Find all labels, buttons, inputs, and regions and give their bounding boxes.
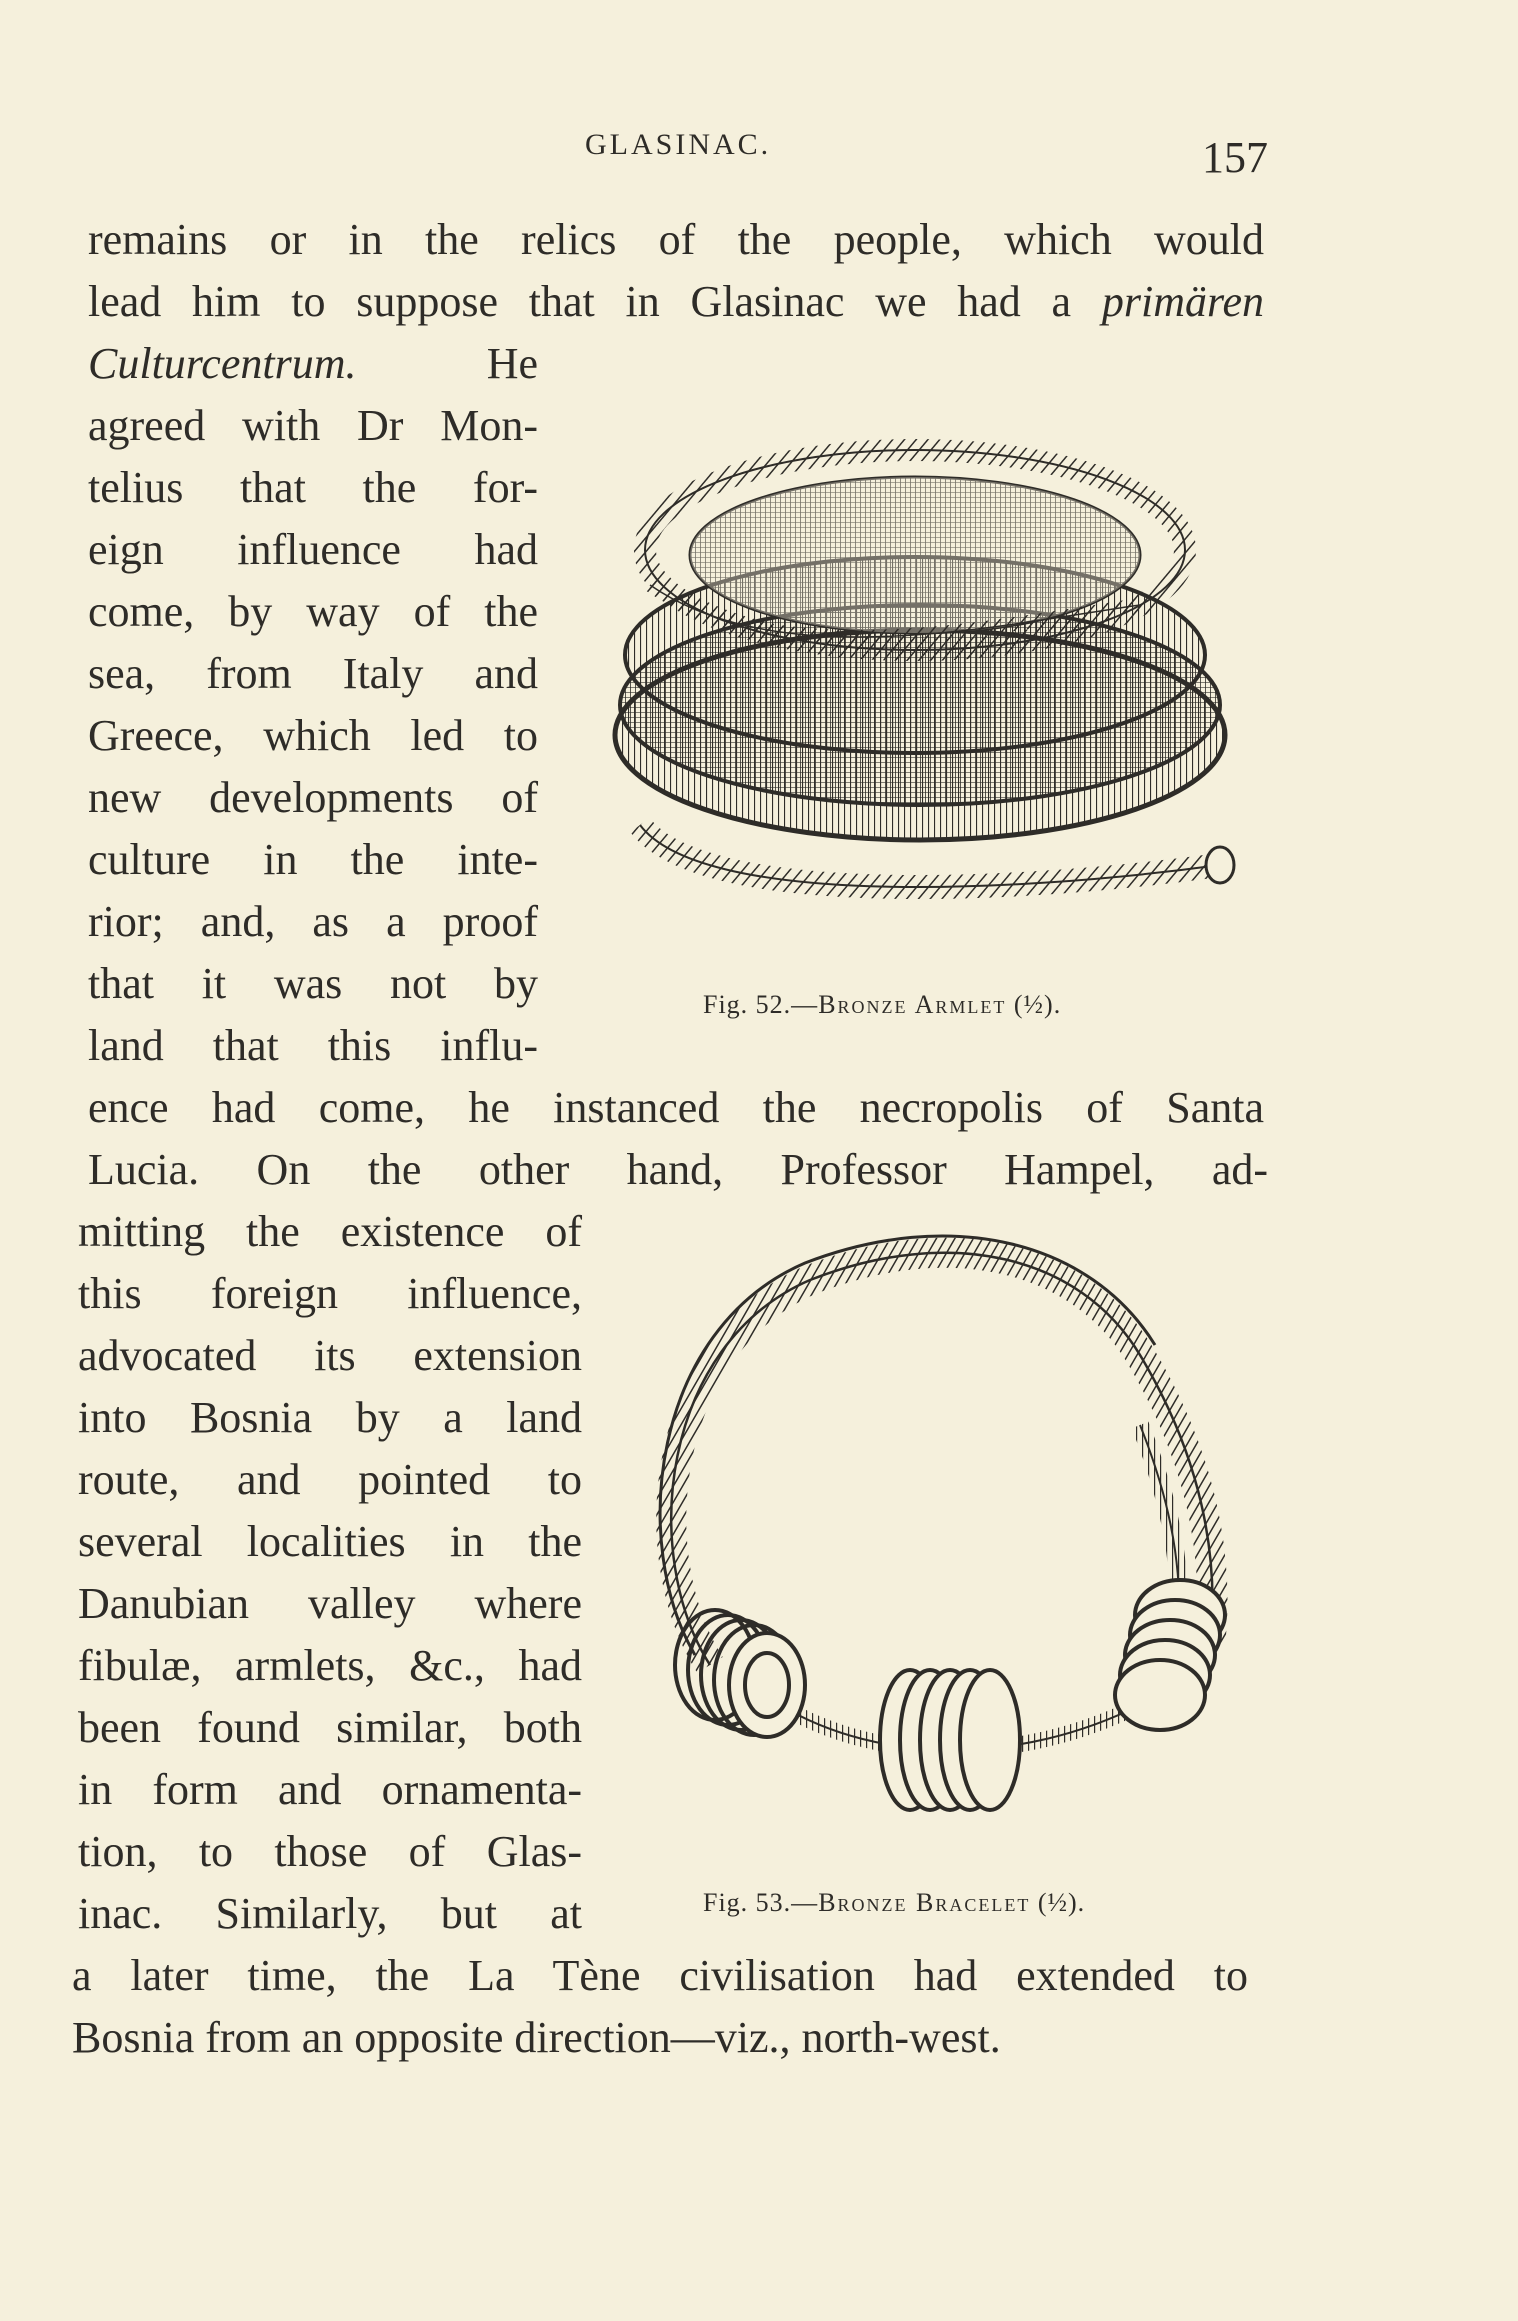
- body-line: been found similar, both: [78, 1703, 582, 1752]
- body-line: this foreign influence,: [78, 1269, 582, 1318]
- body-line: culture in the inte-: [88, 835, 538, 884]
- body-line: Bosnia from an opposite direction—viz., north-west.: [72, 2013, 1001, 2062]
- body-line: a later time, the La Tène civilisation had extended to: [72, 1951, 1248, 2000]
- body-line: several localities in the: [78, 1517, 582, 1566]
- body-line: Greece, which led to: [88, 711, 538, 760]
- body-line: ence had come, he instanced the necropolis of Santa: [88, 1083, 1264, 1132]
- bronze-armlet-illustration: [580, 405, 1260, 965]
- bronze-bracelet-illustration: [620, 1225, 1240, 1875]
- middle-coil: [880, 1670, 1020, 1810]
- body-line: rior; and, as a proof: [88, 897, 538, 946]
- body-line: fibulæ, armlets, &c., had: [78, 1641, 582, 1690]
- right-coil: [1115, 1580, 1225, 1730]
- body-line: Danubian valley where: [78, 1579, 582, 1628]
- body-line: eign influence had: [88, 525, 538, 574]
- body-line: come, by way of the: [88, 587, 538, 636]
- italic-word: primären: [1101, 277, 1265, 326]
- running-title: GLASINAC.: [585, 128, 772, 161]
- body-line: Culturcentrum. He: [88, 339, 538, 388]
- body-line: tion, to those of Glas-: [78, 1827, 582, 1876]
- body-line: lead him to suppose that in Glasinac we had a primären: [88, 277, 1265, 326]
- page-number: 157: [1202, 133, 1268, 182]
- body-line: route, and pointed to: [78, 1455, 582, 1504]
- body-line: land that this influ-: [88, 1021, 538, 1070]
- body-line: agreed with Dr Mon-: [88, 401, 538, 450]
- figure-53-caption: Fig. 53.—Bronze Bracelet (½).: [703, 1888, 1086, 1917]
- body-line: sea, from Italy and: [88, 649, 538, 698]
- body-line: remains or in the relics of the people, which would: [88, 215, 1264, 264]
- body-line: in form and ornamenta-: [78, 1765, 582, 1814]
- body-line: Lucia. On the other hand, Professor Hampel, ad-: [88, 1145, 1268, 1194]
- body-line: new developments of: [88, 773, 538, 822]
- body-line: that it was not by: [88, 959, 538, 1008]
- body-line: inac. Similarly, but at: [78, 1889, 582, 1938]
- body-line: into Bosnia by a land: [78, 1393, 582, 1442]
- body-line: mitting the existence of: [78, 1207, 582, 1256]
- body-line: telius that the for-: [88, 463, 538, 512]
- body-line: advocated its extension: [78, 1331, 582, 1380]
- figure-52-caption: Fig. 52.—Bronze Armlet (½).: [703, 990, 1062, 1019]
